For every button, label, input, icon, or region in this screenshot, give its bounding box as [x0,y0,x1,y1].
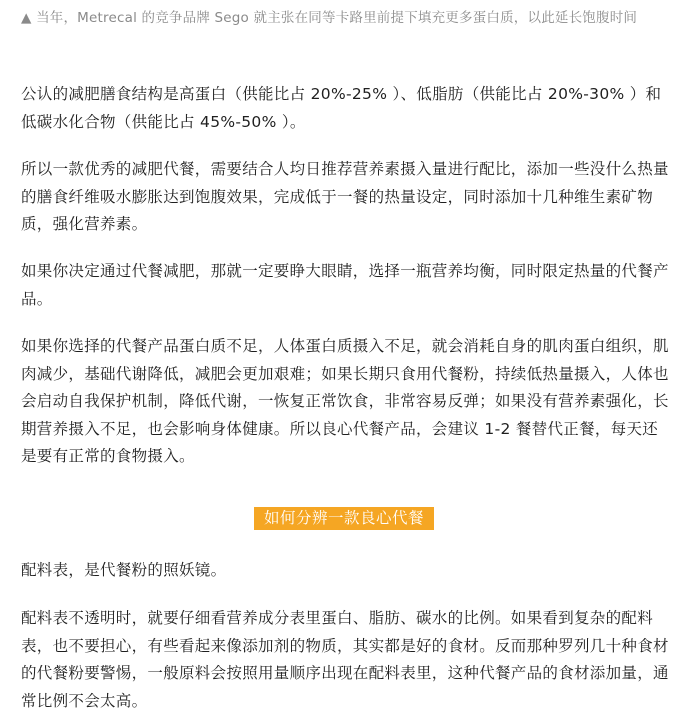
paragraph-ingredient-list: 配料表，是代餐粉的照妖镜。 [21,561,227,579]
paragraph-choose-balanced: 如果你决定通过代餐减肥，那就一定要睁大眼睛，选择一瓶营养均衡，同时限定热量的代餐产品。 [21,262,669,308]
image-caption: ▲ 当年，Metrecal 的竞争品牌 Sego 就主张在同等卡路里前提下填充更多蛋白质，以此延长饱腹时间 [21,10,638,26]
section-heading-container [0,507,688,530]
paragraph-good-meal-replacement: 所以一款优秀的减肥代餐，需要结合人均日推荐营养素摄入量进行配比，添加一些没什么热量的膳食纤维吸水膨胀达到饱腹效果，完成低于一餐的热量设定，同时添加十几种维生素矿物质，强化营养素。 [21,160,669,233]
paragraph-protein-risks: 如果你选择的代餐产品蛋白质不足，人体蛋白质摄入不足，就会消耗自身的肌肉蛋白组织，肌肉减少，基础代谢降低，减肥会更加艰难；如果长期只食用代餐粉，持续低热量摄入，人体也会启动自我保护机制，降低代谢，一恢复正常饮食，非常容易反弹；如果没有营养素强化，长期营养摄入不足，也会影响身体健康。所以良心代餐产品，会建议 1-2 餐替代正餐，每天还是要有正常的食物摄入。 [21,337,669,465]
paragraph-diet-structure: 公认的减肥膳食结构是高蛋白（供能比占 20%-25% ）、低脂肪（供能比占 20%-30% ）和低碳水化合物（供能比占 45%-50% ）。 [21,85,662,131]
section-heading: 如何分辨一款良心代餐 [254,507,434,530]
paragraph-ingredient-details: 配料表不透明时，就要仔细看营养成分表里蛋白、脂肪、碳水的比例。如果看到复杂的配料表，也不要担心，有些看起来像添加剂的物质，其实都是好的食材。反而那种罗列几十种食材的代餐粉要警惕，一般原料会按照用量顺序出现在配料表里，这种代餐产品的食材添加量，通常比例不会太高。 [21,609,669,710]
